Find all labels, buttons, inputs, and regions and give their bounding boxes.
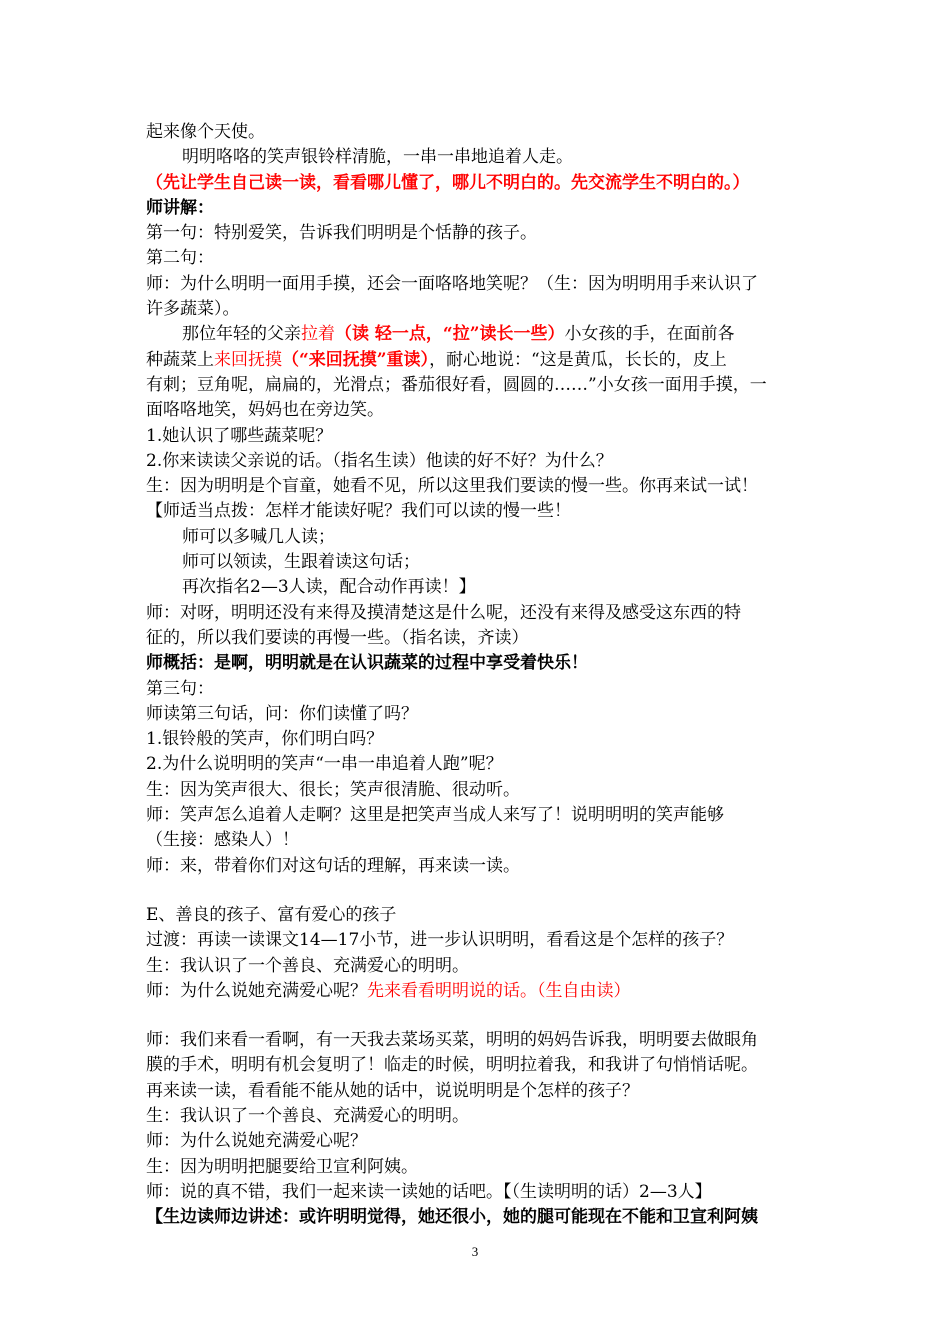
text-run: 过渡：再读一读课文14—17小节，进一步认识明明，看看这是个怎样的孩子？ <box>146 930 734 951</box>
text-run: 征的，所以我们要读的再慢一些。（指名读，齐读） <box>146 627 529 648</box>
text-line <box>146 979 816 1004</box>
text-run: 师：我们来看一看啊，有一天我去菜场买菜，明明的妈妈告诉我，明明要去做眼角 <box>146 1030 758 1051</box>
text-run: 再次指名2—3人读，配合动作再读！】 <box>182 577 476 598</box>
text-run: 师：为什么明明一面用手摸，还会一面咯咯地笑呢？（生：因为明明用手来认识了 <box>146 273 758 294</box>
text-line <box>146 575 816 600</box>
text-line <box>146 550 816 575</box>
text-line <box>146 474 816 499</box>
text-run: 师：笑声怎么追着人走啊？这里是把笑声当成人来写了！说明明明的笑声能够 <box>146 805 724 826</box>
text-line <box>146 928 816 953</box>
text-line <box>146 499 816 524</box>
text-run: 许多蔬菜）。 <box>146 299 240 320</box>
text-line <box>146 297 816 322</box>
text-line <box>146 145 816 170</box>
text-run: 师概括：是啊，明明就是在认识蔬菜的过程中享受着快乐！ <box>146 653 588 674</box>
text-run: 师：为什么说她充满爱心呢？ <box>146 1131 367 1152</box>
text-run: 小女孩的手，在面前各 <box>564 324 735 345</box>
text-line <box>146 803 816 828</box>
text-line <box>146 398 816 423</box>
text-line <box>146 601 816 626</box>
text-run: 师：为什么说她充满爱心呢？ <box>146 980 367 1001</box>
text-run: 第三句： <box>146 678 214 699</box>
text-run: 【师适当点拨：怎样才能读好呢？我们可以读的慢一些！ <box>146 501 571 522</box>
text-line <box>146 1129 816 1154</box>
text-line <box>146 702 816 727</box>
text-run: 生：我认识了一个善良、充满爱心的明明。 <box>146 955 469 976</box>
text-run: 1.银铃般的笑声，你们明白吗？ <box>146 729 384 750</box>
text-line <box>146 525 816 550</box>
text-line <box>146 1053 816 1078</box>
text-run: 面咯咯地笑，妈妈也在旁边笑。 <box>146 400 384 421</box>
blank-line <box>146 1004 816 1028</box>
highlighted-text: （读 轻一点，“拉”读长一些） <box>335 324 565 345</box>
text-line <box>146 196 816 221</box>
text-run: 师可以多喊几人读； <box>182 526 335 547</box>
text-line <box>146 272 816 297</box>
text-run: 1.她认识了哪些蔬菜呢？ <box>146 425 333 446</box>
text-run: 2.你来读读父亲说的话。（指名生读）他读的好不好？为什么？ <box>146 450 613 471</box>
text-line <box>146 626 816 651</box>
highlighted-text: 拉着 <box>301 324 335 345</box>
text-line <box>146 903 816 928</box>
text-run: 第二句： <box>146 248 214 269</box>
text-line <box>146 677 816 702</box>
text-run: 那位年轻的父亲 <box>182 324 301 345</box>
text-line <box>146 752 816 777</box>
text-run: ，耐心地说：“这是黄瓜，长长的，皮上 <box>429 349 727 370</box>
text-line <box>146 828 816 853</box>
text-line <box>146 348 816 373</box>
text-line <box>146 120 816 145</box>
text-line <box>146 424 816 449</box>
text-line <box>146 171 816 196</box>
text-run: 生：我认识了一个善良、充满爱心的明明。 <box>146 1105 469 1126</box>
text-run: 第一句：特别爱笑，告诉我们明明是个恬静的孩子。 <box>146 223 537 244</box>
text-line <box>146 246 816 271</box>
text-run: 生：因为明明是个盲童，她看不见，所以这里我们要读的慢一些。你再来试一试！ <box>146 476 758 497</box>
text-line <box>146 954 816 979</box>
text-run: 有刺；豆角呢，扁扁的，光滑点；番茄很好看，圆圆的……”小女孩一面用手摸，一 <box>146 374 767 395</box>
text-run: 种蔬菜上 <box>146 349 214 370</box>
document-body <box>146 120 816 1230</box>
text-line <box>146 1104 816 1129</box>
blank-line <box>146 879 816 903</box>
text-run: 师讲解： <box>146 197 214 218</box>
highlighted-text: （先让学生自己读一读，看看哪儿懂了，哪儿不明白的。先交流学生不明白的。） <box>146 172 750 193</box>
text-run: 生：因为明明把腿要给卫宣利阿姨。 <box>146 1156 418 1177</box>
text-run: （生接：感染人）！ <box>146 830 299 851</box>
text-run: 师：说的真不错，我们一起来读一读她的话吧。【（生读明明的话）2—3人】 <box>146 1181 712 1202</box>
text-run: 师：对呀，明明还没有来得及摸清楚这是什么呢，还没有来得及感受这东西的特 <box>146 602 741 623</box>
text-line <box>146 1155 816 1180</box>
text-line <box>146 449 816 474</box>
text-run: 明明咯咯的笑声银铃样清脆，一串一串地追着人走。 <box>182 147 573 168</box>
text-line <box>146 778 816 803</box>
text-run: 再来读一读，看看能不能从她的话中，说说明明是个怎样的孩子？ <box>146 1080 639 1101</box>
text-line <box>146 221 816 246</box>
text-line <box>146 1079 816 1104</box>
text-run: 师：来，带着你们对这句话的理解，再来读一读。 <box>146 855 520 876</box>
page-number: 3 <box>471 1244 479 1259</box>
highlighted-text: （“来回抚摸”重读） <box>282 349 430 370</box>
text-line <box>146 727 816 752</box>
text-run: 膜的手术，明明有机会复明了！临走的时候，明明拉着我，和我讲了句悄悄话呢。 <box>146 1055 758 1076</box>
highlighted-text: 来回抚摸 <box>214 349 282 370</box>
highlighted-text: 先来看看明明说的话。（生自由读） <box>367 980 631 1001</box>
text-run: 师可以领读，生跟着读这句话； <box>182 552 420 573</box>
text-run: 生：因为笑声很大、很长；笑声很清脆、很动听。 <box>146 779 520 800</box>
text-run: E、善良的孩子、富有爱心的孩子 <box>146 904 397 925</box>
text-run: 师读第三句话，问：你们读懂了吗？ <box>146 703 418 724</box>
text-line <box>146 854 816 879</box>
text-run: 【生边读师边讲述：或许明明觉得，她还很小，她的腿可能现在不能和卫宣利阿姨 <box>146 1207 758 1228</box>
text-line <box>146 322 816 347</box>
text-run: 2.为什么说明明的笑声“一串一串追着人跑”呢？ <box>146 754 503 775</box>
text-line <box>146 1180 816 1205</box>
text-line <box>146 1028 816 1053</box>
text-run: 起来像个天使。 <box>146 122 265 142</box>
text-line <box>146 373 816 398</box>
text-line <box>146 1205 816 1230</box>
text-line <box>146 651 816 676</box>
